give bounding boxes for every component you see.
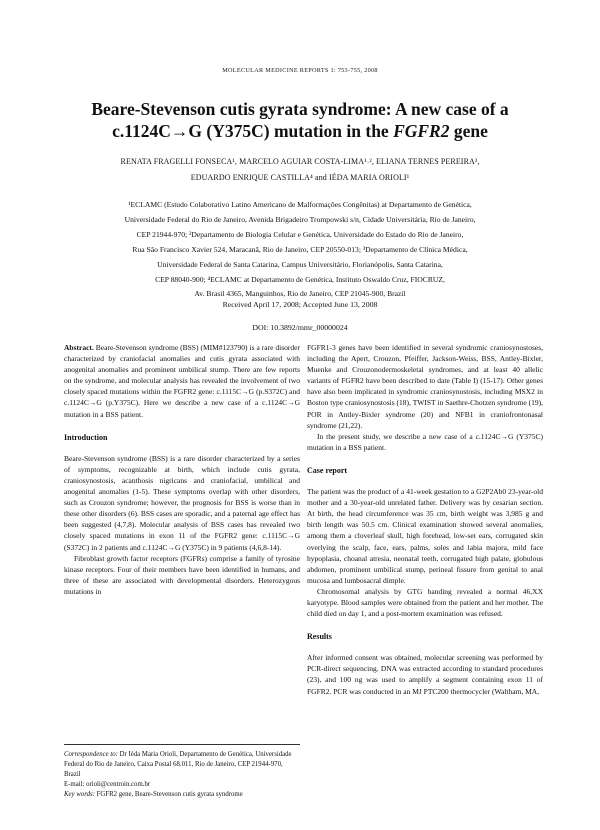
article-title	[40, 98, 560, 142]
affiliation-line: Av. Brasil 4365, Manguinhos, Rio de Janeiro, CEP 21045-900, Brazil	[194, 289, 406, 299]
keywords-text: FGFR2 gene, Beare-Stevenson cutis gyrata syndrome	[94, 791, 243, 798]
email[interactable]: E-mail: orioli@centroin.com.br	[64, 781, 151, 788]
affiliation-line: CEP 88040-900; ⁴ECLAMC at Departamento de Genética, Instituto Oswaldo Cruz, FIOCRUZ,	[155, 274, 445, 284]
doi: DOI: 10.3892/mmr_00000024	[252, 323, 348, 332]
affiliation-line: ¹ECLAMC (Estudo Colaborativo Latino Americano de Malformações Congênitas) at Departamento de Genética,	[128, 200, 472, 209]
author-list	[40, 154, 560, 186]
running-head: MOLECULAR MEDICINE REPORTS 1: 753-755, 2008	[222, 67, 378, 74]
correspondence-footnote	[64, 750, 300, 790]
title-line-2-post: gene	[449, 121, 488, 141]
right-paragraph-2: In the present study, we describe a new case of a c.1124C→G (Y375C) mutation in a BSS patient.	[307, 431, 543, 452]
introduction-heading: Introduction	[64, 432, 108, 442]
abstract-text: Beare-Stevenson syndrome (BSS) (MIM#123790) is a rare disorder characterized by craniofacial anomalies and cutis gyrata associated with anogenital anomalies and prominent umbilical stump. There are few reports on the syndrome, and molecular analysis has revealed the involvement of two closely spaced mutations within the FGFR2 gene: c.1115C→G (p.S372C) and c.1124C→G (p.Y375C). Here we describe a new case of a c.1124C→G mutation in a BSS patient.	[64, 343, 300, 419]
footnote-divider	[64, 744, 300, 745]
affiliation-line: Universidade Federal do Rio de Janeiro, Avenida Brigadeiro Trompowski s/n, Cidade Universitária, Rio de Janeiro,	[124, 214, 476, 224]
correspondence-text: Dr Iéda Maria Orioli, Departamento de Genética, Universidade Federal do Rio de Janeiro, Caixa Postal 68.011, Rio de Janeiro, CEP 21944-970, Brazil	[64, 751, 292, 778]
keywords	[64, 790, 300, 800]
right-paragraph-1: FGFR1-3 genes have been identified in several syndromic craniosynostoses, including the Apert, Crouzon, Pfeiffer, Jackson-Weiss, BSS, Antley-Bixler, Muenke and Crouzonodermoskeletal syndromes, and at least 40 allelic variants of FGFR2 have been described to date (Table I) (15-17). Other genes have also been implicated in syndromic craniosynostosis, including MSX2 in Boston type craniosynostosis (18), TWIST in Saethre-Chotzen syndrome (19), POR in Antley-Bixler syndrome (20) and NFB1 in craniofrontonasal syndrome (21,22).	[307, 343, 543, 430]
case-report-paragraph-1: The patient was the product of a 41-week gestation to a G2P2Ab0 23-year-old mother and a 30-year-old unrelated father. Delivery was by cesarian section. At birth, the head circumference was 35 cm, birth weight was 3,985 g and birth length was 50.5 cm. Clinical examination showed several anomalies, among them a cloverleaf skull, high forehead, low-set ears, corrugated skin overlying the scalp, face, ears, palms, soles and labia majora, mild face hypoplasia, choanal atresia, neonatal teeth, corrugated high palate, globulous abdomen, prominent umbilical stump, perineal fissure from genital to anal mucosa and lumbosacral dimple.	[307, 487, 543, 585]
introduction-paragraph-1: Beare-Stevenson syndrome (BSS) is a rare disorder characterized by a series of symptoms, recognizable at birth, which include cutis gyrata, craniosynostosis, acanthosis nigricans and craniofacial, umbilical and anogenital anomalies (1-5). These symptoms overlap with other disorders, such as Crouzon syndrome; however, the prognosis for BSS is worse than in these other disorders (6). BSS cases are sporadic, and a paternal age effect has been suggested (4,7,8). Molecular analysis of BSS cases has revealed two closely spaced mutations in exon 11 of the FGFR2 gene: c.1115C→G (S372C) in 2 patients and c.1124C→G (Y375C) in 9 patients (4,6,8-14).	[64, 453, 300, 552]
affiliation-line: Rua São Francisco Xavier 524, Maracanã, Rio de Janeiro, CEP 20550-013; ³Departamento de Clínica Médica,	[132, 244, 468, 254]
received-accepted-dates: Received April 17, 2008; Accepted June 13, 2008	[222, 300, 378, 309]
results-heading: Results	[307, 632, 332, 642]
title-gene: FGFR2	[393, 121, 450, 141]
correspondence	[64, 750, 300, 780]
title-line-2	[40, 120, 560, 142]
results-paragraph-1: After informed consent was obtained, molecular screening was performed by PCR-direct sequencing. DNA was extracted according to standard procedures (23), and 100 ng was used to amplify a segment containing exon 11 of FGFR2. PCR was conducted in an MJ PTC200 thermocycler (Waltham, MA,	[307, 653, 543, 696]
abstract-label: Abstract.	[64, 343, 94, 352]
authors-line-1: RENATA FRAGELLI FONSECA¹, MARCELO AGUIAR COSTA-LIMA¹˒², ELIANA TERNES PEREIRA³,	[120, 157, 480, 166]
right-column	[307, 342, 543, 697]
keywords-label: Key words:	[64, 791, 95, 798]
abstract	[64, 342, 300, 420]
authors-line-2: EDUARDO ENRIQUE CASTILLA⁴ and IÉDA MARIA ORIOLI¹	[190, 173, 410, 182]
affiliations	[80, 198, 520, 302]
correspondence-label: Correspondence to:	[64, 751, 118, 758]
title-line-1: Beare-Stevenson cutis gyrata syndrome: A new case of a	[91, 99, 509, 119]
left-column	[64, 342, 300, 597]
title-line-2-pre: c.1124C→G (Y375C) mutation in the	[112, 121, 394, 141]
case-report-heading: Case report	[307, 465, 348, 475]
introduction-paragraph-2: Fibroblast growth factor receptors (FGFRs) comprise a family of tyrosine kinase receptors. Four of their members have been identified in humans, and three of these are associated with developmental disorders. Heterozygous mutations in	[64, 553, 300, 596]
affiliation-line: Universidade Federal de Santa Catarina, Campus Universitário, Florianópolis, Santa Catarina,	[157, 259, 443, 269]
affiliation-line: CEP 21944-970; ²Departamento de Biologia Celular e Genética, Universidade do Estado do Rio de Janeiro,	[136, 229, 464, 239]
case-report-paragraph-2: Chromosomal analysis by GTG banding revealed a normal 46,XX karyotype. Blood samples were obtained from the patient and her mother. The child died on day 1, and a post-mortem examination was refused.	[307, 586, 543, 619]
